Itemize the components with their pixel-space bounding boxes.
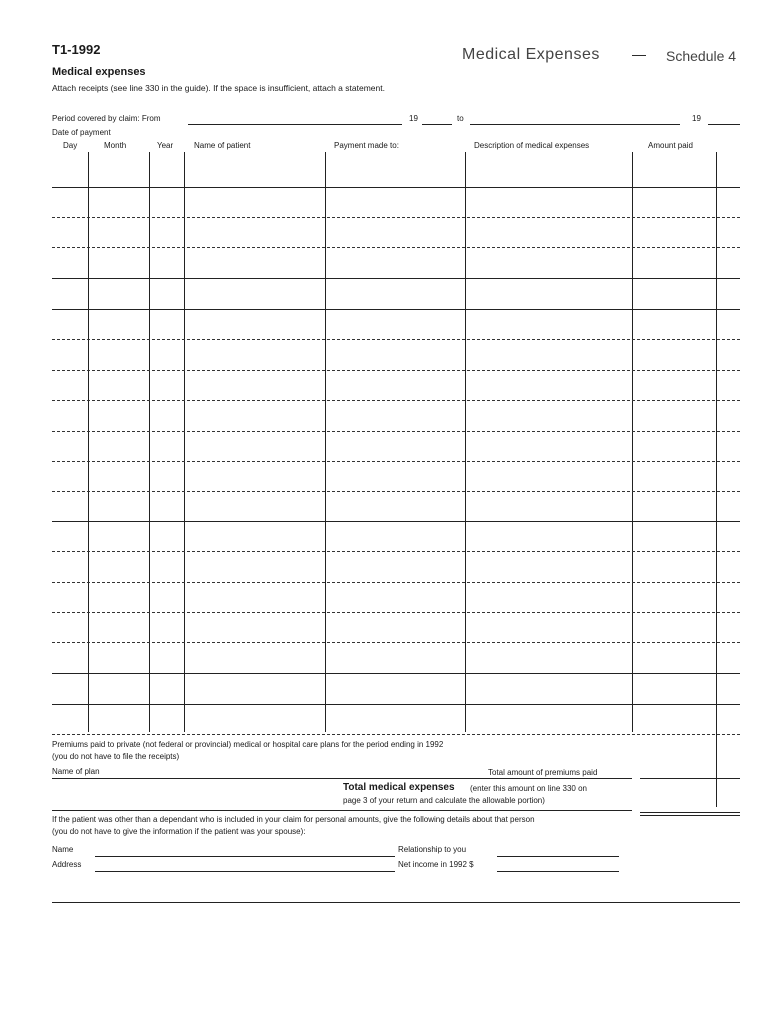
period-to-field[interactable] <box>470 124 680 125</box>
date-of-payment-header: Date of payment <box>52 128 111 137</box>
relationship-field[interactable] <box>497 856 619 857</box>
total-medical-expenses-label: Total medical expenses <box>343 782 455 793</box>
col-divider <box>184 152 185 732</box>
period-year2-prefix: 19 <box>692 114 701 123</box>
patient-name-label: Name <box>52 845 74 854</box>
col-patient-name: Name of patient <box>194 141 251 150</box>
col-divider <box>632 152 633 732</box>
period-year1-prefix: 19 <box>409 114 418 123</box>
net-income-label: Net income in 1992 $ <box>398 860 474 869</box>
table-row[interactable] <box>52 278 740 279</box>
period-to: to <box>457 114 464 123</box>
table-row[interactable] <box>52 521 740 522</box>
total-medical-expenses-field[interactable] <box>640 812 740 813</box>
patient-name-field[interactable] <box>95 856 395 857</box>
col-amount-paid: Amount paid <box>648 141 693 150</box>
total-premiums-label: Total amount of premiums paid <box>488 768 598 777</box>
table-row[interactable] <box>52 431 740 432</box>
title-dash: — <box>632 46 646 62</box>
table-row[interactable] <box>52 461 740 462</box>
period-label: Period covered by claim: From <box>52 114 161 123</box>
total-premiums-field[interactable] <box>640 778 740 779</box>
page-bottom-rule <box>52 902 740 903</box>
table-row[interactable] <box>52 217 740 218</box>
form-id: T1-1992 <box>52 42 101 57</box>
plan-name-field[interactable] <box>52 778 632 779</box>
table-row[interactable] <box>52 704 740 705</box>
col-month: Month <box>104 141 127 150</box>
section-title: Medical expenses <box>52 66 146 78</box>
period-year1-field[interactable] <box>422 124 452 125</box>
patient-address-label: Address <box>52 860 82 869</box>
col-divider <box>88 152 89 732</box>
total-note-1: (enter this amount on line 330 on <box>470 784 587 793</box>
patient-instruction: If the patient was other than a dependant who is included in your claim for personal amounts, give the following details about that person <box>52 815 535 824</box>
form-title: Medical Expenses <box>462 46 600 63</box>
col-divider <box>325 152 326 732</box>
patient-instruction-note: (you do not have to give the information if the patient was your spouse): <box>52 827 306 836</box>
patient-address-field[interactable] <box>95 871 395 872</box>
table-row[interactable] <box>52 582 740 583</box>
instruction-text: Attach receipts (see line 330 in the guide). If the space is insufficient, attach a statement. <box>52 83 385 93</box>
table-row[interactable] <box>52 247 740 248</box>
table-row[interactable] <box>52 551 740 552</box>
table-row[interactable] <box>52 612 740 613</box>
col-day: Day <box>63 141 78 150</box>
col-divider <box>465 152 466 732</box>
table-row[interactable] <box>52 734 740 735</box>
table-row[interactable] <box>52 673 740 674</box>
period-year2-field[interactable] <box>708 124 740 125</box>
period-from-field[interactable] <box>188 124 402 125</box>
total-double-line <box>640 815 740 816</box>
col-payment-to: Payment made to: <box>334 141 399 150</box>
name-of-plan-label: Name of plan <box>52 767 100 776</box>
table-row[interactable] <box>52 642 740 643</box>
premiums-note: (you do not have to file the receipts) <box>52 752 180 761</box>
table-row[interactable] <box>52 400 740 401</box>
col-divider <box>716 152 717 807</box>
net-income-field[interactable] <box>497 871 619 872</box>
table-row[interactable] <box>52 370 740 371</box>
section-divider <box>52 810 632 811</box>
relationship-label: Relationship to you <box>398 845 467 854</box>
col-divider <box>149 152 150 732</box>
col-description: Description of medical expenses <box>474 141 590 150</box>
total-note-2: page 3 of your return and calculate the allowable portion) <box>343 796 545 805</box>
table-row[interactable] <box>52 339 740 340</box>
col-year: Year <box>157 141 174 150</box>
table-row[interactable] <box>52 187 740 188</box>
premiums-text: Premiums paid to private (not federal or provincial) medical or hospital care plans for the period ending in 1992 <box>52 740 444 749</box>
table-row[interactable] <box>52 491 740 492</box>
table-row[interactable] <box>52 309 740 310</box>
schedule-label: Schedule 4 <box>666 48 737 64</box>
